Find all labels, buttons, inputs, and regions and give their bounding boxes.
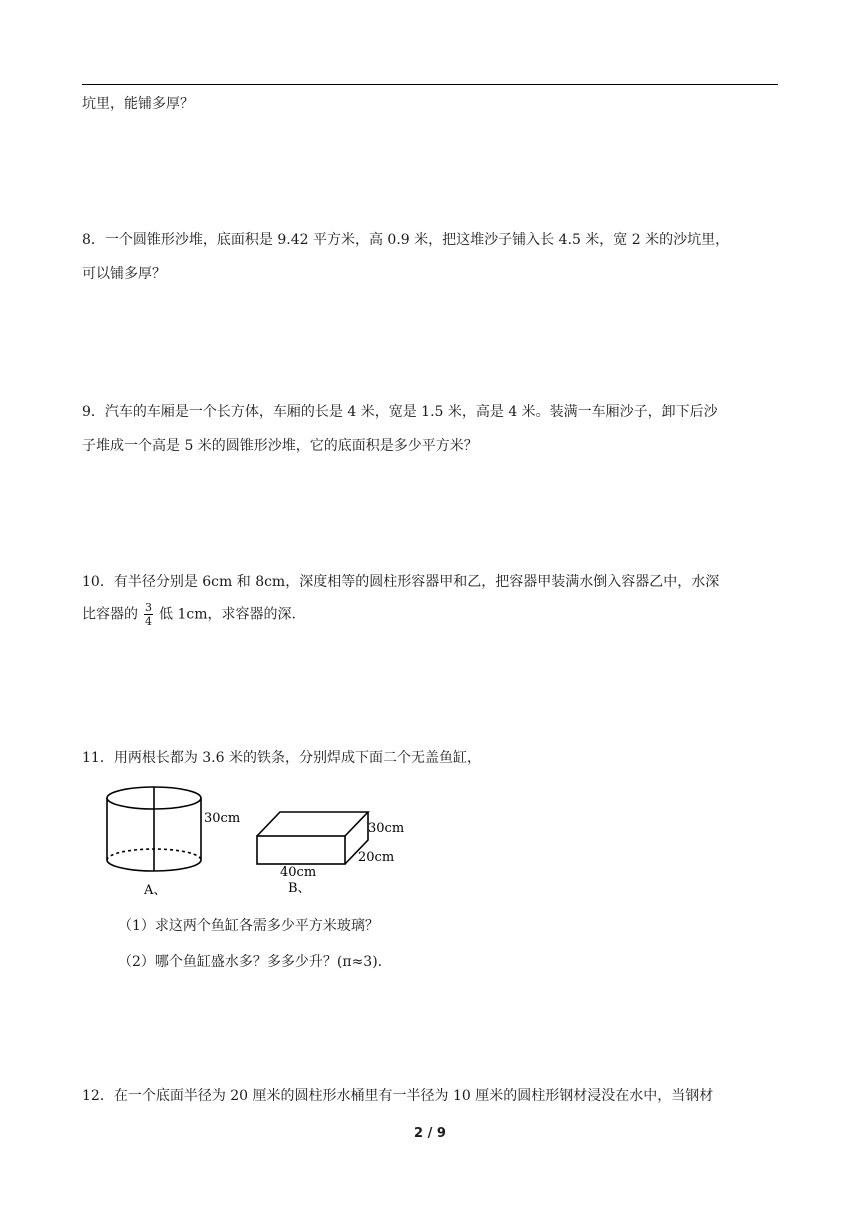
question-8-line-2: 可以铺多厚？ — [82, 266, 166, 282]
fraction-denominator: 4 — [145, 615, 152, 628]
question-10-text-after-fraction: 低 1cm，求容器的深. — [159, 606, 296, 623]
box-height-label: 30cm — [368, 821, 405, 836]
fish-tank-figure — [100, 780, 430, 904]
cylinder-tank-drawing — [107, 787, 201, 871]
question-8-line-1: 8．一个圆锥形沙堆，底面积是 9.42 平方米，高 0.9 米，把这堆沙子铺入长 4.5 米，宽 2 米的沙坑里， — [82, 232, 730, 248]
question-11-text: 11．用两根长都为 3.6 米的铁条，分别焊成下面二个无盖鱼缸， — [82, 750, 481, 766]
question-9-line-2: 子堆成一个高是 5 米的圆锥形沙堆，它的底面积是多少平方米？ — [82, 438, 478, 454]
box-caption: B、 — [288, 881, 311, 896]
question-12-line-1: 12．在一个底面半径为 20 厘米的圆柱形水桶里有一半径为 10 厘米的圆柱形钢材浸没在水中，当钢材 — [82, 1088, 714, 1104]
question-10-line-2 — [82, 602, 296, 627]
question-11-part-2: （2）哪个鱼缸盛水多？多多少升？(π≈3). — [118, 954, 383, 970]
fraction-numerator: 3 — [145, 601, 152, 614]
question-9-line-1: 9．汽车的车厢是一个长方体，车厢的长是 4 米，宽是 1.5 米，高是 4 米。装满一车厢沙子，卸下后沙 — [82, 404, 718, 420]
box-top-face — [257, 812, 368, 836]
header-rule — [82, 84, 778, 85]
fish-tank-diagram — [100, 780, 430, 900]
fraction-three-quarters — [144, 602, 153, 627]
box-front-face — [257, 836, 345, 864]
cylinder-caption: A、 — [144, 883, 167, 898]
cylinder-height-label: 30cm — [204, 811, 241, 826]
question-10-line-1: 10．有半径分别是 6cm 和 8cm，深度相等的圆柱形容器甲和乙，把容器甲装满水倒入容器乙中，水深 — [82, 574, 720, 590]
box-length-label: 40cm — [280, 865, 317, 880]
question-10-text-before-fraction: 比容器的 — [82, 606, 138, 623]
question-11-part-1: （1）求这两个鱼缸各需多少平方米玻璃？ — [118, 918, 379, 934]
box-tank-drawing — [257, 812, 368, 864]
box-width-label: 20cm — [358, 850, 395, 865]
continued-question-text: 坑里，能铺多厚？ — [82, 96, 194, 112]
page-number: 2 / 9 — [414, 1126, 446, 1141]
